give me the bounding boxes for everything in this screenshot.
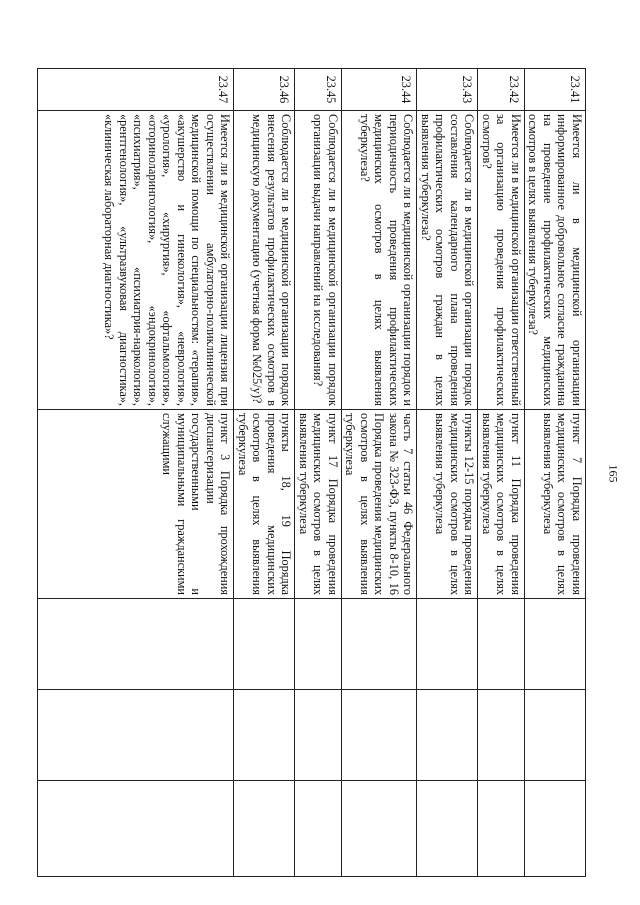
row-question: Соблюдается ли в медицинской организации порядок составления календарного плана проведения профилактических осмотров граждан в целях выявления туберкулеза? [417, 111, 478, 410]
row-legal-basis: часть 7 статьи 46 Федерального закона № 323-ФЗ, пункты 8-10, 16 Порядка проведения медицинских осмотров в целях выявления туберкулеза [342, 410, 418, 599]
rotated-content [56, 68, 586, 876]
row-legal-basis: пункты 18, 19 Порядка проведения медицинских осмотров в целях выявления туберкулеза [234, 410, 295, 599]
row-answer-yes [234, 599, 295, 690]
checklist-table [38, 68, 587, 877]
table-row [234, 69, 295, 877]
row-number: 23.45 [295, 69, 342, 111]
row-note [342, 781, 418, 877]
row-number: 23.47 [38, 69, 234, 111]
row-answer-no [478, 690, 525, 781]
checklist-rows [38, 69, 586, 877]
row-question: Имеется ли в медицинской организации информированное добровольное согласие гражданина на проведение профилактических медицинских осмотров в целях выявления туберкулеза? [525, 111, 586, 410]
table-row [525, 69, 586, 877]
row-note [295, 781, 342, 877]
row-question: Соблюдается ли в медицинской организации порядок организации выдачи направлений на исследования? [295, 111, 342, 410]
row-note [417, 781, 478, 877]
row-answer-yes [417, 599, 478, 690]
table-row [38, 69, 234, 877]
rotated-page [56, 68, 586, 876]
table-row [478, 69, 525, 877]
row-number: 23.46 [234, 69, 295, 111]
row-number: 23.41 [525, 69, 586, 111]
row-question: Соблюдается ли в медицинской организации порядок внесения результатов профилактических осмотров в медицинскую документацию (учетная форма №025/у)? [234, 111, 295, 410]
row-note [234, 781, 295, 877]
row-answer-yes [38, 599, 234, 690]
row-answer-no [525, 690, 586, 781]
row-legal-basis: пункт 11 Порядка проведения медицинских осмотров в целях выявления туберкулеза [478, 410, 525, 599]
row-note [478, 781, 525, 877]
row-answer-no [234, 690, 295, 781]
row-note [525, 781, 586, 877]
row-legal-basis: пункт 3 Порядка прохождения диспансеризации государственными и муниципальными гражданскими служащими [38, 410, 234, 599]
row-answer-no [342, 690, 418, 781]
table-row [417, 69, 478, 877]
row-answer-yes [295, 599, 342, 690]
row-question: Имеется ли в медицинской организации ответственный за организацию проведения профилактических осмотров? [478, 111, 525, 410]
row-answer-yes [478, 599, 525, 690]
row-answer-yes [525, 599, 586, 690]
page-number: 165 [606, 464, 621, 483]
row-question: Соблюдается ли в медицинской организации порядок и периодичность проведения профилактических медицинских осмотров в целях выявления туберкулеза? [342, 111, 418, 410]
row-answer-no [295, 690, 342, 781]
row-number: 23.42 [478, 69, 525, 111]
row-legal-basis: пункт 17 Порядка проведения медицинских осмотров в целях выявления туберкулеза [295, 410, 342, 599]
row-question: Имеется ли в медицинской организации лицензия при осуществлении амбулаторно-поликлинической медицинской помощи по специальностям: «терапия», «акушерство и гинекология», «неврология», «урология», «хирургия», «офтальмология», «оториноларингология», «эндокринология», «психиатрия», «психиатрия-наркология», «рентгенология», «ультразвуковая диагностика», «клиническая лабораторная диагностика»? [38, 111, 234, 410]
row-note [38, 781, 234, 877]
table-row [342, 69, 418, 877]
row-answer-no [417, 690, 478, 781]
row-number: 23.44 [342, 69, 418, 111]
row-number: 23.43 [417, 69, 478, 111]
row-answer-no [38, 690, 234, 781]
row-legal-basis: пункт 7 Порядка проведения медицинских осмотров в целях выявления туберкулеза [525, 410, 586, 599]
table-row [295, 69, 342, 877]
row-legal-basis: пункты 12-15 порядка проведения медицинских осмотров в целях выявления туберкулеза [417, 410, 478, 599]
row-answer-yes [342, 599, 418, 690]
